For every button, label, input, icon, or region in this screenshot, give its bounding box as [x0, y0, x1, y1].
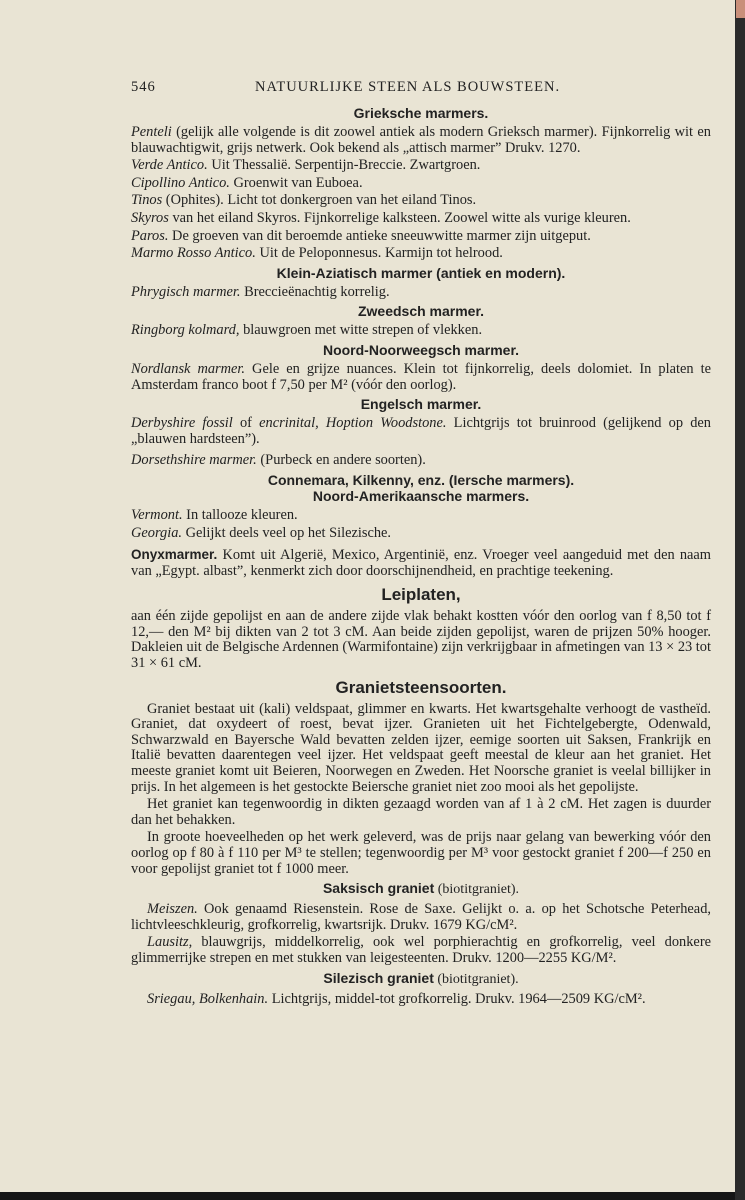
entry-striegau [131, 992, 711, 1008]
heading-engelsch: Engelsch marmer. [360, 396, 482, 413]
scan-tab-marker [736, 0, 745, 18]
heading-normal-part: (biotitgraniet). [434, 882, 520, 898]
entry-text: Ook genaamd Riesenstein. Rose de Saxe. Gelijkt o. a. op het Schotsche Peterhead, lichtvleeschkleurig, grofkorrelig, kwartsrijk. Drukv. 1679 KG/cM². [131, 901, 711, 933]
entry-ringborg [131, 323, 711, 339]
heading-noord-amerikaansche: Noord-Amerikaansche marmers. [312, 487, 530, 504]
entry-dorsethshire [131, 453, 711, 469]
entry-onyxmarmer [131, 547, 711, 579]
entry-lead: Onyxmarmer. [131, 547, 218, 563]
entry-term: Tinos [131, 192, 163, 209]
entry-text: blauwgroen met witte strepen of vlekken. [239, 322, 483, 339]
entry-text: De groeven van dit beroemde antieke sneeuwwitte marmer zijn uitgeput. [168, 227, 591, 244]
page-content [131, 80, 711, 1009]
entry-term: Nordlansk marmer. [131, 360, 246, 377]
entry-text: Uit Thessalië. Serpentijn-Breccie. Zwartgroen. [207, 157, 481, 174]
heading-saksisch-graniet [131, 880, 711, 898]
entry-term: Skyros [131, 209, 169, 226]
entry-skyros [131, 211, 711, 227]
entry-text: In tallooze kleuren. [182, 506, 298, 523]
graniet-paragraph-2: Het graniet kan tegenwoordig in dikten gezaagd worden van af 1 à 2 cM. Het zagen is duurder dan het behakken. [131, 796, 711, 828]
graniet-paragraph-1: Graniet bestaat uit (kali) veldspaat, glimmer en kwarts. Het kwartsgehalte verhoogt de vastheïd. Graniet, dat oxydeert of roest, bevat ijzer. Granieten uit het Fichtelgebergte, Odenwald, Schwarzwald en Bayersche Wald bevatten zelden ijzer, eemige soorten uit Saksen, Frankrijk en Italië bevatten daarentegen veel ijzer. Het veldspaat geeft meestal de kleur aan het graniet. Het meeste graniet komt uit Beieren, Noorwegen en Zweden. Het Noorsche graniet is veelal billijker in prijs. In het algemeen is het gestockte Beiersche graniet niet zoo mooi als het gepolijste. [131, 700, 711, 795]
entry-text: blauwgrijs, middelkorrelig, ook wel porphierachtig en grofkorrelig, veel donkere glimmerrijke strepen en met stukken van leigesteenten. Drukv. 1200—2255 KG/M². [131, 934, 711, 966]
entry-georgia [131, 526, 711, 542]
entry-term: Paros. [131, 227, 169, 244]
entry-text: Lichtgrijs, middel-tot grofkorrelig. Drukv. 1964—2509 KG/cM². [268, 990, 646, 1007]
heading-iersche: Connemara, Kilkenny, enz. (Iersche marmers). [267, 471, 575, 488]
entry-marmo-rosso [131, 246, 711, 262]
heading-bold-part: Saksisch graniet [322, 880, 435, 897]
entry-text: Uit de Peloponnesus. Karmijn tot helrood. [255, 245, 503, 262]
heading-bold-part: Silezisch graniet [323, 969, 434, 986]
entry-term: Phrygisch marmer. [131, 283, 241, 300]
entry-term: Marmo Rosso Antico. [131, 245, 256, 262]
entry-text: (Purbeck en andere soorten). [256, 452, 426, 469]
running-title: NATUURLIJKE STEEN ALS BOUWSTEEN. [255, 79, 561, 95]
graniet-paragraph-3: In groote hoeveelheden op het werk geleverd, was de prijs naar gelang van bewerking vóór den oorlog op f 80 à f 110 per M³ te stellen; tegenwoordig per M³ voor gestockt graniet f 200—f 250 en voor gepolijst graniet tot f 1000 meer. [131, 829, 711, 877]
page-number: 546 [131, 79, 156, 95]
heading-zweedsch: Zweedsch marmer. [357, 303, 485, 320]
entry-lausitz [131, 935, 711, 966]
entry-text: (Ophites). Licht tot donkergroen van het eiland Tinos. [162, 192, 477, 209]
entry-tinos [131, 193, 711, 209]
entry-term: Meiszen. [147, 901, 198, 918]
entry-text: van het eiland Skyros. Fijnkorrelige kalksteen. Zoowel witte als vurige kleuren. [168, 209, 631, 226]
entry-text: Lichtgrijs tot bruinrood (gelijkend op den „blauwen hardsteen”). [131, 415, 712, 447]
entry-paros [131, 229, 711, 245]
entry-phrygisch [131, 285, 711, 301]
entry-text: (gelijk alle volgende is dit zoowel antiek als modern Grieksch marmer). Fijnkorrelig wit en blauwachtigwit, grijs netwerk. Ook bekend als „attisch marmer” Drukv. 1270. [131, 124, 711, 156]
heading-noorweegsch: Noord-Noorweegsch marmer. [322, 341, 520, 358]
entry-text: Komt uit Algerië, Mexico, Argentinië, enz. Vroeger veel aangeduid met den naam van „Egypt. albast”, kenmerkt zich door doorschijnendheid, en prachtige teekening. [131, 547, 711, 579]
entry-term: Dorsethshire marmer. [131, 452, 257, 469]
entry-nordlansk [131, 362, 711, 393]
scan-edge-bottom [0, 1192, 735, 1200]
heading-klein-aziatisch: Klein-Aziatisch marmer (antiek en modern). [276, 264, 566, 281]
entry-vermont [131, 508, 711, 524]
heading-normal-part: (biotitgraniet). [433, 971, 519, 987]
entry-term: Vermont. [131, 506, 183, 523]
running-head [131, 80, 711, 102]
entry-penteli [131, 125, 711, 156]
entry-term: Georgia. [131, 524, 183, 541]
heading-granietsteensoorten: Granietsteensoorten. [335, 677, 507, 697]
entry-term: encrinital, Hoption Woodstone. [259, 415, 447, 432]
entry-term: Cipollino Antico. [131, 174, 230, 191]
entry-term: Lausitz, [147, 934, 193, 951]
entry-text: Gelijkt deels veel op het Silezische. [182, 524, 392, 541]
leiplaten-text: aan één zijde gepolijst en aan de andere zijde vlak behakt kostten vóór den oorlog van f 8,50 tot f 12,— den M² bij dikten van 2 tot 3 cM. Aan beide zijden gepolijst, waren de prijzen 50% hooger. Dakleien uit de Belgische Ardennen (Warmifontaine) zijn verkrijgbaar in afmetingen van 13 × 23 tot 31 × 61 cM. [131, 608, 711, 672]
entry-derbyshire [131, 416, 711, 447]
entry-text: Groenwit van Euboea. [229, 174, 363, 191]
entry-text: Breccieënachtig korrelig. [240, 283, 390, 300]
entry-cipollino [131, 176, 711, 192]
entry-term: Penteli [131, 124, 172, 140]
entry-term: Derbyshire fossil [131, 415, 233, 432]
entry-mid: of [232, 415, 260, 432]
scan-edge-right [735, 0, 745, 1200]
entry-verde-antico [131, 158, 711, 174]
entry-term: Verde Antico. [131, 157, 208, 174]
heading-leiplaten: Leiplaten, [381, 585, 461, 605]
entry-text: Gele en grijze nuances. Klein tot fijnkorrelig, deels dolomiet. In platen te Amsterdam franco boot f 7,50 per M² (vóór den oorlog). [131, 360, 711, 393]
heading-grieksche-marmers: Grieksche marmers. [353, 105, 489, 121]
entry-term: Ringborg kolmard, [131, 322, 240, 339]
heading-silezisch-graniet [131, 970, 711, 988]
entry-term: Sriegau, Bolkenhain. [147, 990, 269, 1007]
entry-meiszen [131, 902, 711, 933]
